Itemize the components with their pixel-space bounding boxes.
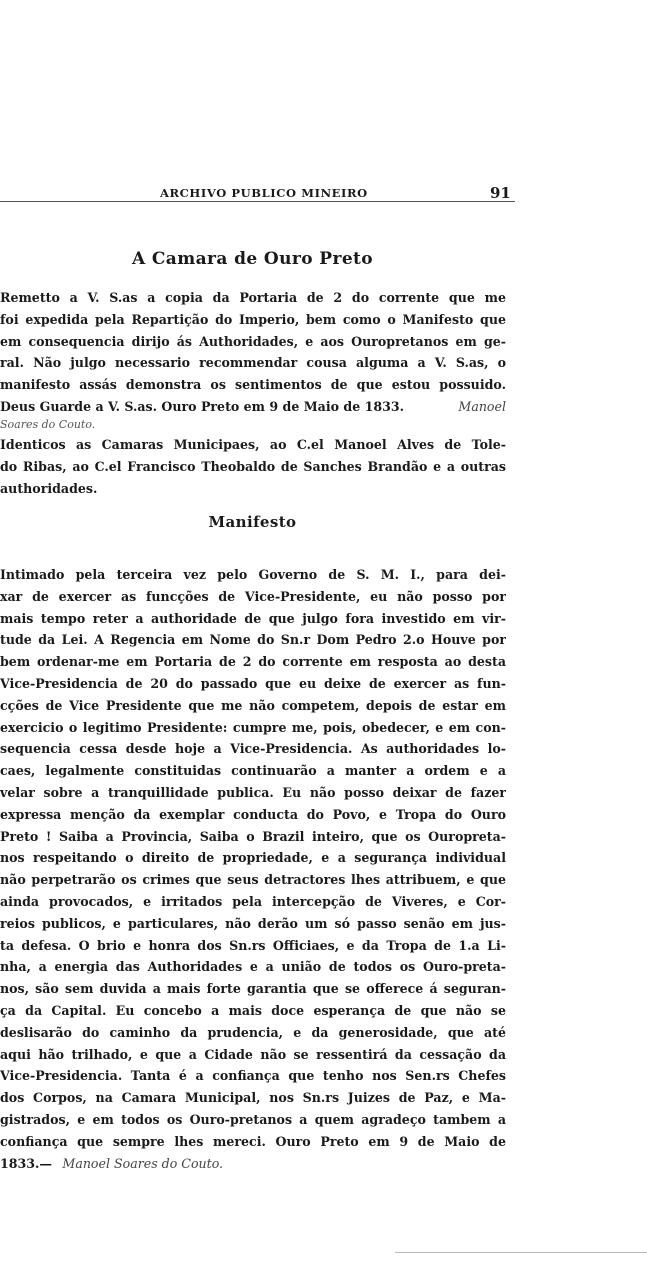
text-line: caes, legalmente constituidas continuarão a manter a ordem e a [0,763,506,779]
text-line: mais tempo reter a authoridade de que julgo fora investido em vir- [0,610,506,626]
text-line: dos Corpos, na Camara Municipal, nos Sn.rs Juizes de Paz, e Ma- [0,1090,506,1106]
text-line: ta defesa. O brio e honra dos Sn.rs Officiaes, e da Tropa de 1.a Li- [0,937,506,953]
text-line: deslisarão do caminho da prudencia, e da generosidade, que até [0,1024,506,1040]
text-line: expressa menção da exemplar conducta do Povo, e Tropa do Ouro [0,806,506,822]
text-line: gistrados, e em todos os Ouro-pretanos a quem agradeço tambem a [0,1111,506,1127]
final-date-text: 1833.— [0,1155,53,1171]
text-line: do Ribas, ao C.el Francisco Theobaldo de Sanches Brandão e a outras [0,458,506,474]
section-heading-manifesto: Manifesto [208,513,297,531]
text-line: sequencia cessa desde hoje a Vice-Presidencia. As authoridades lo- [0,741,506,757]
text-line-dated [0,396,506,418]
manifesto-body [0,564,506,1174]
text-line: tude da Lei. A Regencia em Nome do Sn.r Dom Pedro 2.o Houve por [0,632,506,648]
text-line: nos, são sem duvida a mais forte garantia que se offerece á seguran- [0,981,506,997]
letter-paragraph [0,287,506,418]
page-edge-rule [395,1252,647,1253]
text-line: Identicos as Camaras Municipaes, ao C.el Manoel Alves de Tole- [0,437,506,452]
text-line: nos respeitando o direito de propriedade, e a segurança individual [0,850,506,866]
text-line: xar de exercer as funcções de Vice-Presidente, eu não posso por [0,588,506,604]
text-line: aqui hão trilhado, e que a Cidade não se ressentirá da cessação da [0,1046,506,1062]
distribution-paragraph [0,434,506,499]
text-line-final [0,1153,506,1175]
page-number: 91 [490,184,511,202]
running-title: ARCHIVO PUBLICO MINEIRO [160,186,368,200]
text-line: Remetto a V. S.as a copia da Portaria de 2 do corrente que me [0,290,506,305]
text-line: authoridades. [0,480,98,496]
text-line: nha, a energia das Authoridades e a união de todos os Ouro-preta- [0,959,506,975]
text-line: bem ordenar-me em Portaria de 2 do corrente em resposta ao desta [0,654,506,670]
text-line: Intimado pela terceira vez pelo Governo de S. M. I., para dei- [0,567,506,582]
text-line: confiança que sempre lhes mereci. Ouro Preto em 9 de Maio de [0,1133,506,1149]
manifesto-signature: Manoel Soares do Couto. [62,1155,224,1171]
signature-first-name: Manoel [458,398,506,414]
section-heading-camara: A Camara de Ouro Preto [131,249,374,269]
text-line: exercicio o legitimo Presidente: cumpre me, pois, obedecer, e em con- [0,719,506,735]
text-line: Vice-Presidencia de 20 do passado que eu deixe de exercer as fun- [0,675,506,691]
text-line: ainda provocados, e irritados pela intercepção de Viveres, e Cor- [0,893,506,909]
text-line: manifesto assás demonstra os sentimentos de que estou possuido. [0,377,506,393]
signature-text: Soares do Couto. [0,418,96,431]
text-line: não perpetrarão os crimes que seus detractores lhes attribuem, e que [0,872,506,888]
text-line: ça da Capital. Eu concebo a mais doce esperança de que não se [0,1002,506,1018]
text-line: Vice-Presidencia. Tanta é a confiança que tenho nos Sen.rs Chefes [0,1068,506,1084]
text-line: cções de Vice Presidente que me não competem, depois de estar em [0,697,506,713]
date-text: Deus Guarde a V. S.as. Ouro Preto em 9 de Maio de 1833. [0,398,405,414]
text-line: foi expedida pela Repartição do Imperio, bem como o Manifesto que [0,311,506,327]
header-rule [0,201,515,202]
text-line: ral. Não julgo necessario recommendar cousa alguma a V. S.as, o [0,355,506,371]
text-line: velar sobre a tranquillidade publica. Eu não posso deixar de fazer [0,784,506,800]
text-line: Preto ! Saiba a Provincia, Saiba o Brazil inteiro, que os Ouropreta- [0,828,506,844]
text-line: reios publicos, e particulares, não derão um só passo senão em jus- [0,915,506,931]
signature-line [0,418,506,432]
text-line: em consequencia dirijo ás Authoridades, e aos Ouropretanos em ge- [0,333,506,349]
